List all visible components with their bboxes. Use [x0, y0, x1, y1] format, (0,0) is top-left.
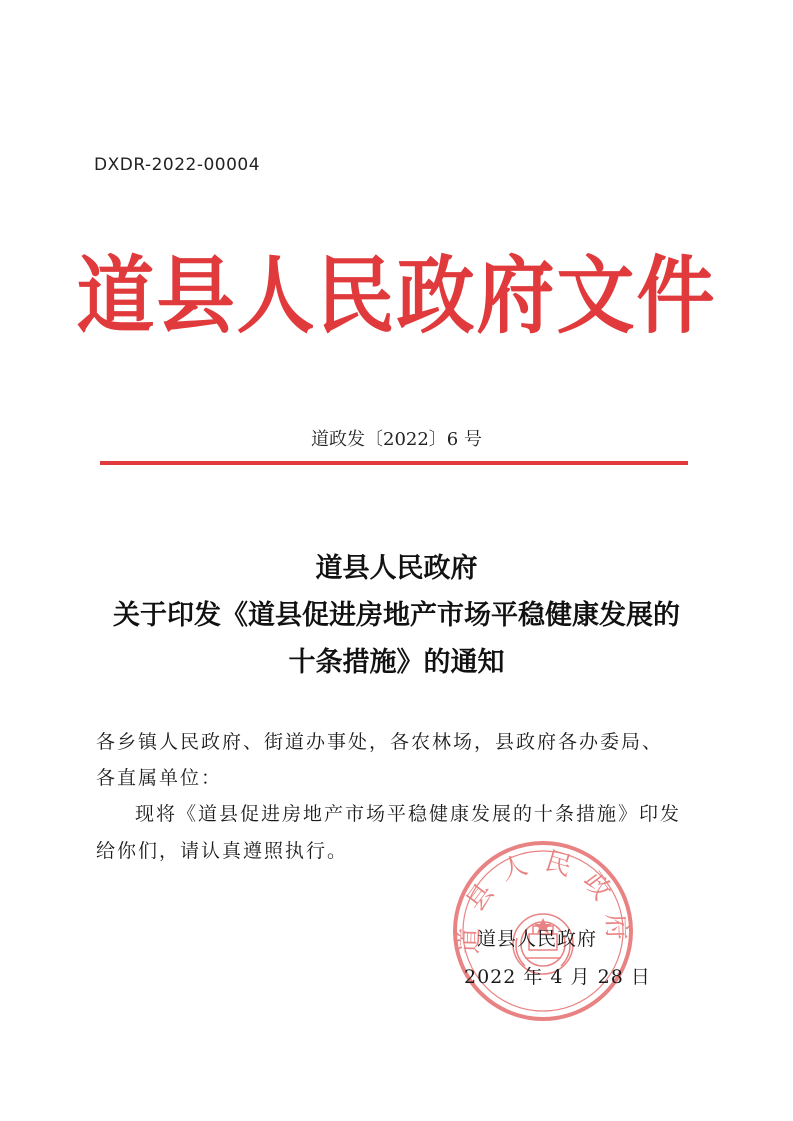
notice-title-line-1: 道县人民政府 [315, 553, 478, 584]
body-line-1: 现将《道县促进房地产市场平稳健康发展的十条措施》印发 [135, 803, 682, 825]
seal-text: 道县人民政府 [454, 846, 632, 955]
document-number: 道政发〔2022〕6 号 [311, 429, 482, 450]
red-divider-rule [100, 461, 688, 465]
notice-title-line-3: 十条措施》的通知 [288, 647, 505, 678]
notice-title-line-2: 关于印发《道县促进房地产市场平稳健康发展的 [113, 600, 680, 631]
addressee-line-1: 各乡镇人民政府、街道办事处，各农林场，县政府各办委局、 [96, 731, 664, 753]
signing-date: 2022 年 4 月 28 日 [464, 966, 651, 988]
masthead-title: 道县人民政府文件 [76, 248, 717, 346]
signing-authority: 道县人民政府 [477, 928, 598, 950]
document-code: DXDR-2022-00004 [94, 155, 261, 175]
body-line-2: 给你们，请认真遵照执行。 [96, 840, 349, 862]
addressee-line-2: 各直属单位： [96, 767, 223, 789]
